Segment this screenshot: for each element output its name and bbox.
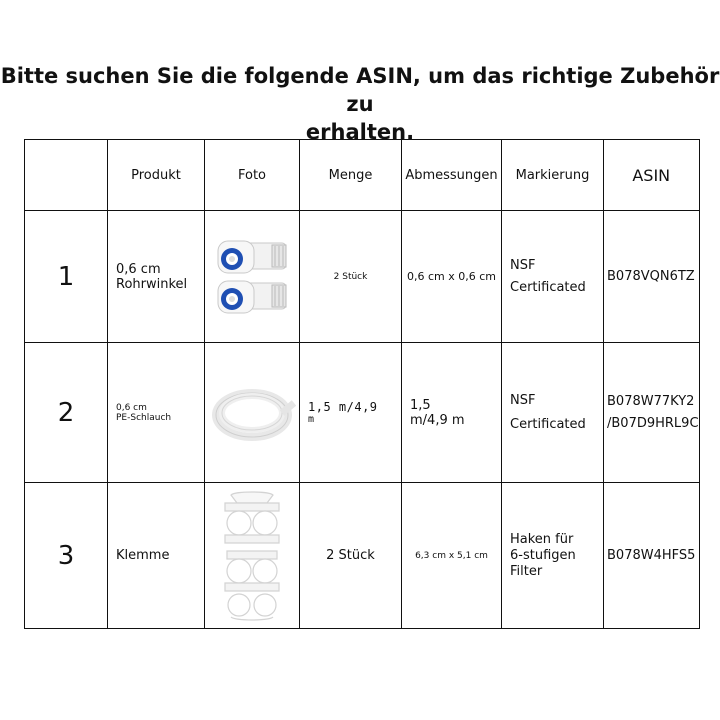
table-row [25,483,700,629]
asin-code: /B07D9HRL9C [607,415,699,431]
dimensions: 6,3 cm x 5,1 cm [402,483,502,629]
quantity: 2 Stück [300,211,402,343]
marking-line: NSF [510,392,536,408]
marking [502,483,604,629]
asin-cell [604,343,700,483]
quantity [300,343,402,483]
product-name [108,211,205,343]
table-row [25,343,700,483]
header-asin: ASIN [604,140,700,211]
product-photo [205,483,300,629]
product-type: Rohrwinkel [116,276,188,292]
quantity: 2 Stück [300,483,402,629]
marking-line: NSF [510,257,536,273]
marking-line: Filter [510,563,543,579]
asin-code: B078VQN6TZ [607,268,695,284]
page-title [0,62,720,146]
header-foto: Foto [205,140,300,211]
dimensions: 0,6 cm x 0,6 cm [402,211,502,343]
dimensions [402,343,502,483]
asin-cell [604,211,700,343]
header-produkt: Produkt [108,140,205,211]
marking [502,211,604,343]
title-line-1: Bitte suchen Sie die folgende ASIN, um das richtige Zubehör zu [0,64,720,116]
product-type: Klemme [116,548,170,563]
product-photo [205,343,300,483]
marking [502,343,604,483]
elbow-fitting-icon [210,237,294,317]
dimensions-line: m/4,9 m [410,412,465,428]
header-empty [25,140,108,211]
product-name [108,483,205,629]
product-name [108,343,205,483]
product-size: 0,6 cm [116,261,161,277]
row-number: 3 [25,483,108,629]
table-header-row [25,140,700,211]
header-abmessungen: Abmessungen [402,140,502,211]
product-size: 0,6 cm [116,402,147,413]
title-line-2: erhalten. [305,120,415,144]
filter-clip-icon [217,489,287,623]
marking-line: Haken für [510,531,574,547]
tube-coil-icon [208,383,296,443]
marking-line: Certificated [510,416,586,432]
product-type: PE-Schlauch [116,412,172,423]
marking-line: Certificated [510,279,586,295]
quantity-line: m [308,414,315,425]
table-row [25,211,700,343]
header-markierung: Markierung [502,140,604,211]
row-number: 1 [25,211,108,343]
marking-line: 6-stufigen [510,547,576,563]
product-photo [205,211,300,343]
accessory-table [24,139,700,629]
row-number: 2 [25,343,108,483]
asin-cell [604,483,700,629]
asin-code: B078W77KY2 [607,393,695,409]
quantity-line: 1,5 m/4,9 [308,400,378,414]
dimensions-line: 1,5 [410,397,431,413]
asin-code: B078W4HFS5 [607,547,696,563]
header-menge: Menge [300,140,402,211]
